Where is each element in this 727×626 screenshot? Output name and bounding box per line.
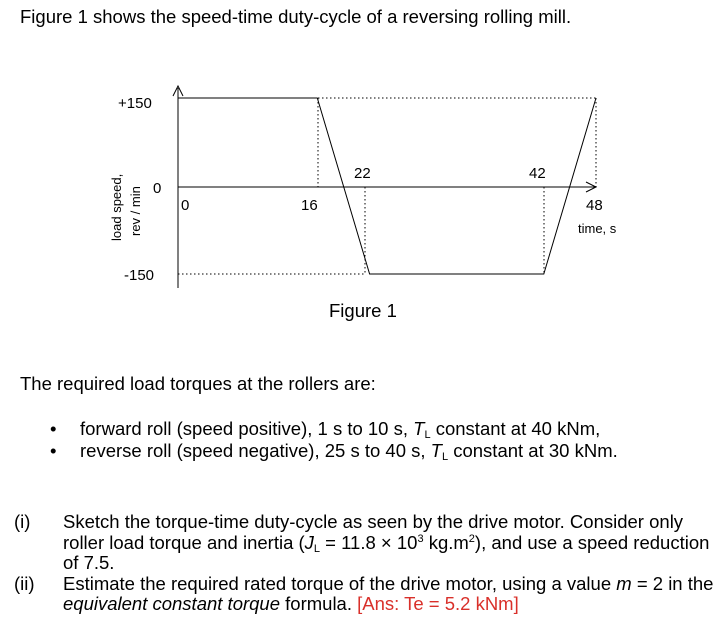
reverse-text-pre: reverse roll (speed negative), 25 s to 40 s, — [80, 440, 431, 461]
question-2-text-b: = 2 in the — [631, 572, 714, 594]
y-axis-label: load speed, — [109, 173, 124, 241]
bullet-icon: • — [50, 418, 57, 439]
reverse-text-post: constant at 30 kNm. — [448, 440, 618, 461]
question-1-text-c: kg.m — [423, 531, 469, 553]
question-1 — [14, 512, 716, 574]
intro-text: Figure 1 shows the speed-time duty-cycle of a reversing rolling mill. — [20, 6, 572, 27]
y-tick-plus150: +150 — [118, 95, 152, 112]
question-list — [14, 512, 716, 615]
question-number: (ii) — [14, 572, 35, 594]
y-axis-unit: rev / min — [128, 186, 143, 236]
x-tick-22: 22 — [354, 165, 371, 182]
torque-list — [50, 418, 618, 462]
m-symbol: m — [616, 572, 632, 594]
torque-symbol: T — [413, 418, 425, 439]
guide-lines — [178, 98, 596, 274]
answer-text: [Ans: Te = 5.2 kNm] — [357, 593, 519, 614]
question-number: (i) — [14, 511, 31, 532]
list-item-reverse — [50, 440, 618, 462]
lead-text: The required load torques at the rollers are: — [20, 373, 376, 394]
question-1-text-d: ), and use a speed reduction of 7.5. — [63, 531, 710, 573]
torque-subscript: L — [441, 451, 449, 463]
question-1-text-a: Sketch the torque-time duty-cycle as seen by the drive motor. Consider only roller load torque and inertia ( — [63, 511, 684, 553]
forward-text-pre: forward roll (speed positive), 1 s to 10 s, — [80, 418, 414, 439]
forward-text-post: constant at 40 kNm, — [430, 418, 601, 439]
question-2 — [14, 574, 716, 615]
speed-profile-line — [178, 98, 596, 274]
x-tick-16: 16 — [301, 197, 318, 214]
exponent-3: 3 — [417, 532, 424, 545]
y-tick-minus150: -150 — [124, 267, 155, 284]
figure-caption: Figure 1 — [329, 300, 397, 321]
bullet-icon: • — [50, 440, 57, 461]
question-2-text-c: formula. — [280, 593, 358, 614]
x-tick-42: 42 — [529, 165, 546, 182]
inertia-subscript: L — [313, 542, 321, 555]
inertia-symbol: J — [304, 531, 314, 553]
torque-subscript: L — [424, 429, 431, 441]
x-tick-48: 48 — [586, 197, 603, 214]
question-2-text-a: Estimate the required rated torque of the drive motor, using a value — [63, 572, 617, 594]
x-axis-unit: time, s — [578, 221, 617, 236]
torque-symbol: T — [430, 440, 442, 461]
exponent-2: 2 — [468, 532, 475, 545]
list-item-forward — [50, 418, 618, 440]
formula-name: equivalent constant torque — [63, 593, 281, 614]
y-tick-zero: 0 — [153, 180, 162, 197]
x-tick-0: 0 — [181, 197, 190, 214]
question-1-text-b: = 11.8 × 10 — [320, 531, 418, 553]
